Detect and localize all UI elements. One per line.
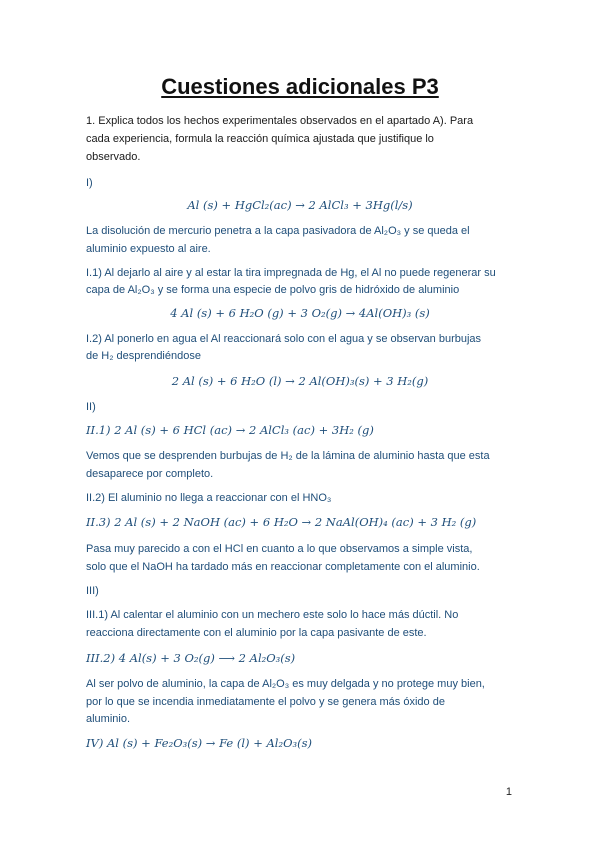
paragraph-ii1-line-1: Vemos que se desprenden burbujas de H₂ de la lámina de aluminio hasta que esta	[86, 450, 490, 462]
equation-i1: 4 Al (s) + 6 H₂O (g) + 3 O₂(g) → 4Al(OH)₃ (s)	[170, 306, 430, 320]
paragraph-iii2-line-3: aluminio.	[86, 713, 131, 725]
equation-iv: IV) Al (s) + Fe₂O₃(s) → Fe (l) + Al₂O₃(s)	[86, 736, 312, 750]
section-i-heading: I)	[86, 177, 93, 189]
section-iii-heading: III)	[86, 585, 99, 597]
section-ii-heading: II)	[86, 401, 96, 413]
paragraph-i2-line-1: I.2) Al ponerlo en agua el Al reaccionará solo con el agua y se observan burbujas	[86, 333, 482, 345]
paragraph-i-line-2: aluminio expuesto al aire.	[86, 243, 211, 255]
question-line-3: observado.	[86, 151, 141, 163]
paragraph-i-line-1: La disolución de mercurio penetra a la capa pasivadora de Al₂O₃ y se queda el	[86, 225, 470, 237]
question-line-1: 1. Explica todos los hechos experimentales observados en el apartado A). Para	[86, 115, 474, 127]
equation-iii2: III.2) 4 Al(s) + 3 O₂(g) ⟶ 2 Al₂O₃(s)	[86, 651, 296, 665]
paragraph-iii2-line-2: por lo que se incendia inmediatamente el polvo y se genera más óxido de	[86, 696, 445, 708]
paragraph-iii1-line-1: III.1) Al calentar el aluminio con un mechero este solo lo hace más dúctil. No	[86, 609, 459, 621]
paragraph-ii3-line-1: Pasa muy parecido a con el HCl en cuanto a lo que observamos a simple vista,	[86, 543, 473, 555]
paragraph-iii1-line-2: reacciona directamente con el aluminio por la capa pasivante de este.	[86, 627, 427, 639]
paragraph-i1-line-2: capa de Al₂O₃ y se forma una especie de polvo gris de hidróxido de aluminio	[86, 284, 460, 296]
equation-i2: 2 Al (s) + 6 H₂O (l) → 2 Al(OH)₃(s) + 3 H₂(g)	[171, 374, 429, 388]
question-line-2: cada experiencia, formula la reacción química ajustada que justifique lo	[86, 133, 434, 145]
paragraph-i2-line-2: de H₂ desprendiéndose	[86, 350, 201, 362]
page-title: Cuestiones adicionales P3	[161, 74, 439, 99]
equation-ii3: II.3) 2 Al (s) + 2 NaOH (ac) + 6 H₂O → 2 NaAl(OH)₄ (ac) + 3 H₂ (g)	[86, 515, 477, 529]
paragraph-i1-line-1: I.1) Al dejarlo al aire y al estar la tira impregnada de Hg, el Al no puede regenerar su	[86, 267, 496, 279]
page-number: 1	[505, 786, 512, 798]
paragraph-iii2-line-1: Al ser polvo de aluminio, la capa de Al₂O₃ es muy delgada y no protege muy bien,	[86, 678, 485, 690]
paragraph-ii2: II.2) El aluminio no llega a reaccionar con el HNO₃	[86, 492, 332, 504]
equation-i: Al (s) + HgCl₂(ac) → 2 AlCl₃ + 3Hg(l/s)	[187, 198, 413, 212]
paragraph-ii3-line-2: solo que el NaOH ha tardado más en reaccionar completamente con el aluminio.	[86, 561, 480, 573]
equation-ii1: II.1) 2 Al (s) + 6 HCl (ac) → 2 AlCl₃ (ac) + 3H₂ (g)	[86, 423, 374, 437]
paragraph-ii1-line-2: desaparece por completo.	[86, 468, 214, 480]
